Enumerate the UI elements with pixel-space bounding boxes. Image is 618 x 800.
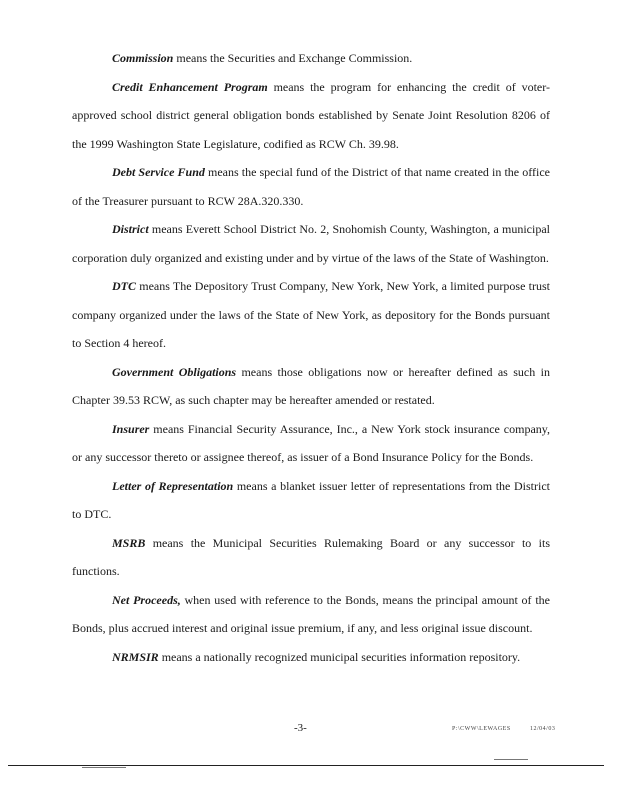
definition-term: Credit Enhancement Program	[112, 79, 268, 94]
definition-term: Debt Service Fund	[112, 165, 205, 179]
document-date: 12/04/03	[530, 726, 556, 732]
scan-mark	[82, 767, 126, 768]
definition-term: Net Proceeds,	[112, 592, 181, 607]
definition-district	[72, 215, 550, 272]
definition-commission	[72, 44, 550, 73]
definitions-list	[72, 44, 550, 671]
definition-text: means Financial Security Assurance, Inc., a New York stock insurance company, or any successor thereto or assignee thereof, as issuer of a Bond Insurance Policy for the Bonds.	[72, 421, 550, 464]
page-footer	[0, 722, 618, 742]
definition-term: MSRB	[112, 535, 146, 550]
definition-term: Government Obligations	[112, 364, 237, 379]
definition-insurer	[72, 415, 550, 472]
definition-term: Letter of Representation	[112, 478, 234, 493]
scan-mark	[494, 759, 528, 760]
definition-text: means The Depository Trust Company, New York, New York, a limited purpose trust company organized under the laws of the State of New York, as depository for the Bonds pursuant to Section 4 hereof.	[72, 279, 550, 350]
definition-term: Insurer	[112, 421, 150, 436]
definition-term: NRMSIR	[112, 649, 159, 664]
definition-net-proceeds	[72, 586, 550, 643]
definition-government-obligations	[72, 358, 550, 415]
definition-text: means the program for enhancing the credit of voter-approved school district general obligation bonds established by Senate Joint Resolution 8206 of the 1999 Washington State Legislature, codified as RCW Ch. 39.98.	[72, 79, 550, 151]
definition-text: when used with reference to the Bonds, means the principal amount of the Bonds, plus accrued interest and original issue premium, if any, and less original issue discount.	[72, 592, 550, 635]
document-code: P:\CWW\LEWAGES	[452, 726, 511, 732]
definition-text: means the Securities and Exchange Commission.	[173, 51, 413, 65]
definition-text: means those obligations now or hereafter defined as such in Chapter 39.53 RCW, as such chapter may be hereafter amended or restated.	[72, 364, 550, 407]
definition-text: means Everett School District No. 2, Snohomish County, Washington, a municipal corporation duly organized and existing under and by virtue of the laws of the State of Washington.	[72, 222, 550, 265]
definition-text: means the Municipal Securities Rulemaking Board or any successor to its functions.	[72, 535, 550, 578]
definition-dtc	[72, 272, 550, 358]
definition-letter-of-representation	[72, 472, 550, 529]
definition-text: means a nationally recognized municipal securities information repository.	[158, 649, 521, 664]
definition-msrb	[72, 529, 550, 586]
definition-debt-service-fund	[72, 158, 550, 215]
definition-credit-enhancement-program	[72, 73, 550, 159]
definition-nrmsir	[72, 643, 550, 672]
definition-term: District	[112, 222, 149, 236]
definition-text: means a blanket issuer letter of representations from the District to DTC.	[72, 478, 550, 521]
definition-text: means the special fund of the District of that name created in the office of the Treasurer pursuant to RCW 28A.320.330.	[72, 165, 550, 208]
definition-term: DTC	[112, 279, 136, 293]
footer-rule	[8, 765, 604, 766]
page-number: -3-	[294, 722, 307, 734]
definition-term: Commission	[112, 51, 174, 65]
